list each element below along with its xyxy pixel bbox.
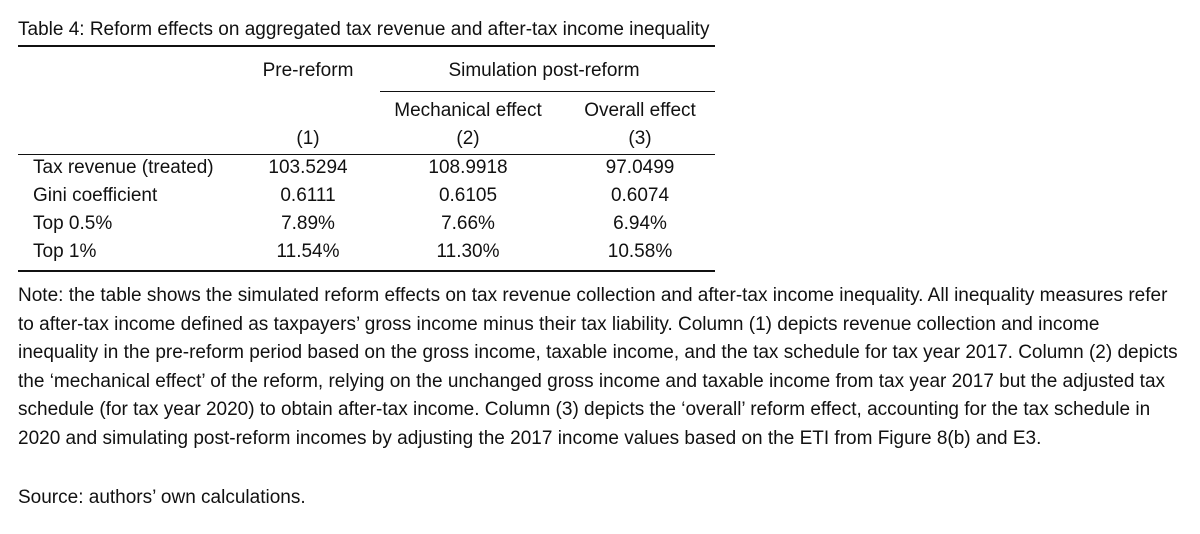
row-label: Gini coefficient <box>33 185 158 206</box>
table-bottom-rule <box>18 270 715 272</box>
table-cell: 7.66% <box>441 213 495 234</box>
row-label: Top 0.5% <box>33 213 113 234</box>
table-note: Note: the table shows the simulated reform effects on tax revenue collection and after-tax income inequality. All inequality measures refer to after-tax income defined as taxpayers’ gross income minus their tax liability. Column (1) depicts revenue collection and income inequality in the pre-reform period based on the gross income, taxable income, and the tax schedule for tax year 2017. Column (2) depicts the ‘mechanical effect’ of the reform, relying on the unchanged gross income and taxable income from tax year 2017 but the adjusted tax schedule (for tax year 2020) to obtain after-tax income. Column (3) depicts the ‘overall’ reform effect, accounting for the tax schedule in 2020 and simulating post-reform incomes by adjusting the 2017 income values based on the ETI from Figure 8(b) and E3. <box>18 285 1178 449</box>
header-col1: (1) <box>296 128 320 149</box>
header-overall-effect: Overall effect <box>584 100 696 121</box>
table-cell: 103.5294 <box>268 157 348 178</box>
header-col3: (3) <box>628 128 652 149</box>
table-cell: 11.54% <box>276 241 340 262</box>
header-simulation-post-reform: Simulation post-reform <box>448 60 640 81</box>
row-label: Tax revenue (treated) <box>33 157 214 178</box>
table-header-rule <box>18 154 715 155</box>
table-cell: 11.30% <box>436 241 500 262</box>
table-source: Source: authors’ own calculations. <box>18 487 306 508</box>
table-cell: 97.0499 <box>605 157 675 178</box>
table-cell: 0.6074 <box>610 185 670 206</box>
table-cell: 0.6105 <box>438 185 498 206</box>
table-caption: Table 4: Reform effects on aggregated tax revenue and after-tax income inequality <box>18 19 710 40</box>
row-label: Top 1% <box>33 241 97 262</box>
table-cell: 0.6111 <box>280 185 336 206</box>
table-cell: 7.89% <box>281 213 335 234</box>
header-pre-reform: Pre-reform <box>262 60 354 81</box>
header-mechanical-effect: Mechanical effect <box>394 100 542 121</box>
simulation-sub-rule <box>380 91 715 92</box>
header-col2: (2) <box>456 128 480 149</box>
table-top-rule <box>18 45 715 47</box>
table-cell: 108.9918 <box>428 157 508 178</box>
table-cell: 10.58% <box>607 241 673 262</box>
table-cell: 6.94% <box>613 213 667 234</box>
